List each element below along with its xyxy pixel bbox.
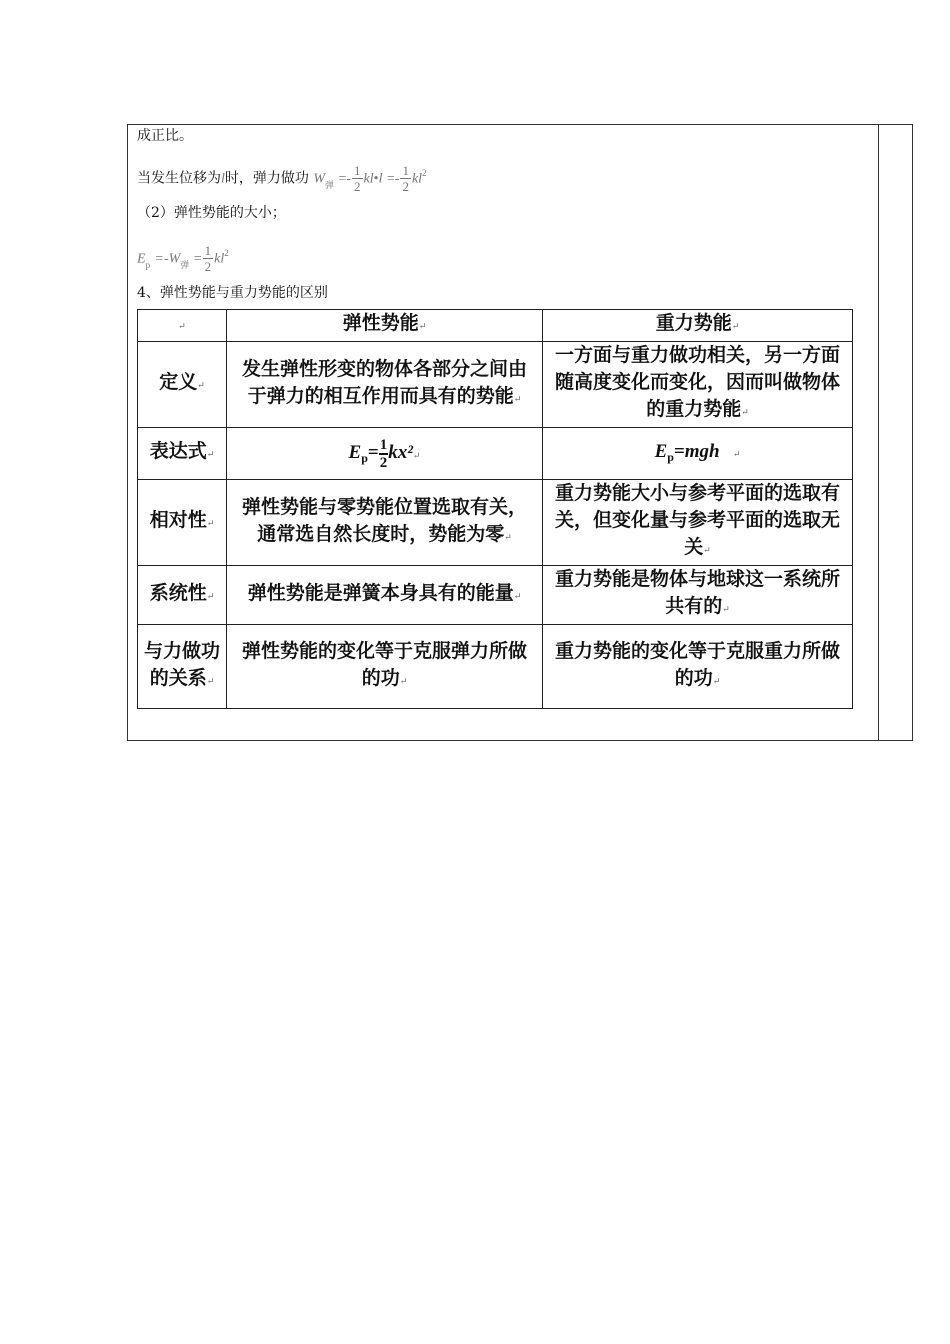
e-symbol: E [137,251,146,267]
fraction-half [352,163,363,194]
work-relation-elastic: 弹性势能的变化等于克服弹力所做的功↵ [227,625,543,709]
var-l: l [221,171,225,187]
frame-divider [878,125,879,740]
energy-equation-line [137,243,229,274]
w-subscript-2: 弹 [180,259,190,270]
row-label-relativity: 相对性↵ [138,480,227,566]
text-line-1: 成正比。 [137,128,193,144]
work-equation-line [137,163,427,194]
row-label-expression: 表达式↵ [138,428,227,480]
kl-term-3: kl [214,251,225,267]
table-row [138,625,853,709]
definition-gravity: 一方面与重力做功相关，另一方面随高度变化而变化，因而叫做物体的重力势能↵ [543,342,853,428]
header-gravity: 重力势能↵ [543,310,853,342]
dot-operator: • [373,171,379,187]
row-label-definition: 定义↵ [138,342,227,428]
square-exponent-2: 2 [224,247,229,258]
line2-prefix: 当发生位移为 [137,170,221,187]
fraction-half-3 [203,243,214,274]
eq-minus-w: =-W [154,251,181,267]
header-elastic: 弹性势能↵ [227,310,543,342]
e-subscript: p [145,259,151,270]
work-relation-gravity: 重力势能的变化等于克服重力所做的功↵ [543,625,853,709]
eq-sign: = [193,251,202,267]
table-row [138,480,853,566]
system-gravity: 重力势能是物体与地球这一系统所共有的↵ [543,566,853,625]
frac-num-2: 1 [402,163,409,178]
table-row [138,428,853,480]
expression-elastic: $E_p=$ $\frac{1}{2}$ kx²↵ [227,428,543,480]
frac-den-3: 2 [204,259,212,274]
w-subscript: 弹 [325,179,335,190]
row-label-system: 系统性↵ [138,566,227,625]
system-elastic: 弹性势能是弹簧本身具有的能量↵ [227,566,543,625]
frac-den-2: 2 [402,179,409,194]
line2-mid: 时，弹力做功 [224,170,309,187]
table-row [138,566,853,625]
square-exponent: 2 [422,167,427,178]
eq-minus: =- [338,171,352,187]
header-empty: ↵ [138,310,227,342]
row-label-work-relation: 与力做功的关系↵ [138,625,227,709]
relativity-gravity: 重力势能大小与参考平面的选取有关，但变化量与参考平面的选取无关↵ [543,480,853,566]
frac-num: 1 [354,163,361,178]
elastic-formula: $E_p=$ $\frac{1}{2}$ kx² [348,436,413,471]
definition-elastic: 发生弹性形变的物体各部分之间由于弹力的相互作用而具有的势能↵ [227,342,543,428]
kl-term: kl [363,171,374,187]
table-row [138,342,853,428]
l-term: l [378,171,383,187]
text-line-3: （2）弹性势能的大小； [137,205,286,221]
w-symbol: W [313,171,326,187]
elastic-fraction: $\frac{1}{2}$ [379,436,388,471]
fraction-half-2 [400,163,411,194]
relativity-elastic: 弹性势能与零势能位置选取有关，通常选自然长度时，势能为零↵ [227,480,543,566]
frac-num-3: 1 [204,243,212,258]
comparison-table [137,309,853,709]
kl-term-2: kl [411,171,423,187]
eq-minus-2: =- [386,171,400,187]
frac-den: 2 [354,179,361,194]
table-header-row [138,310,853,342]
expression-gravity: $E_p=mgh$ ↵ [543,428,853,480]
section-heading: 4、弹性势能与重力势能的区别 [137,285,328,301]
gravity-formula: $E_p=mgh$ [654,441,720,464]
